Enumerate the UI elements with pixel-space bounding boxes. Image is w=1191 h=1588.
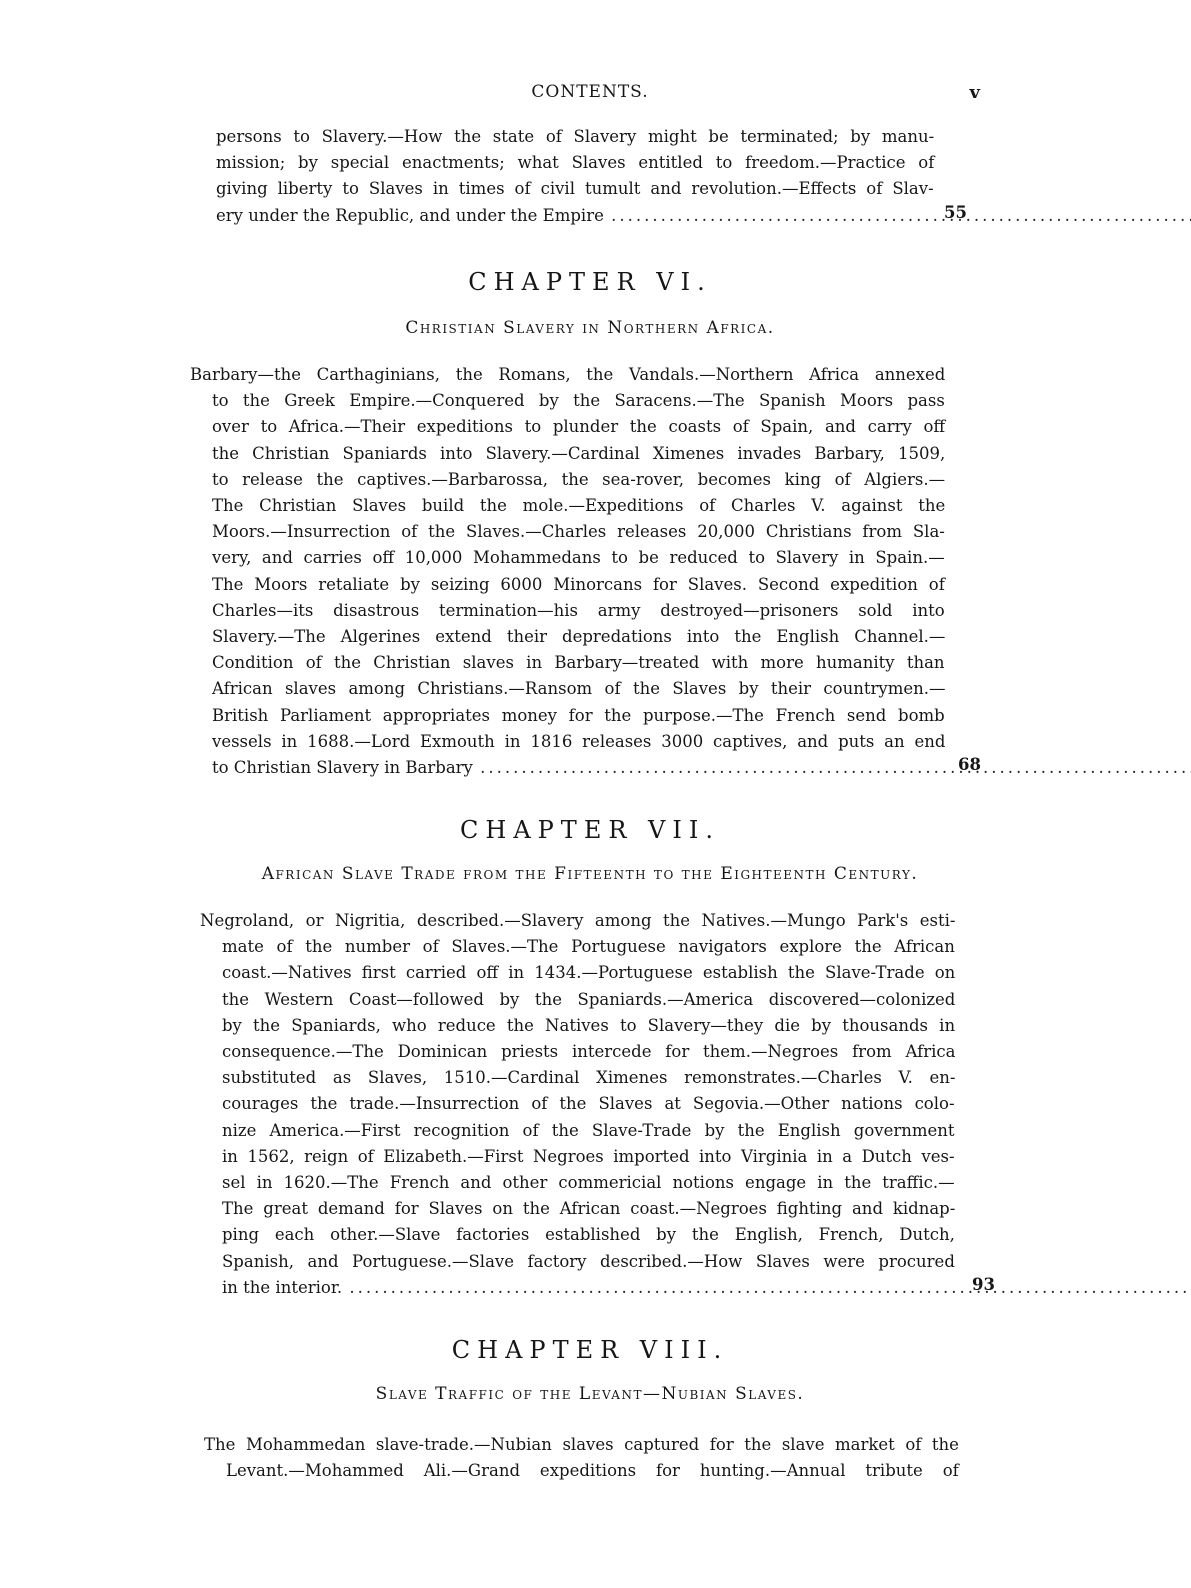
text-line: sel in 1620.—The French and other commericial notions engage in the traffic.— [222, 1173, 955, 1193]
text-line: ping each other.—Slave factories established by the English, French, Dutch, [222, 1225, 955, 1245]
chapter-summary [190, 362, 945, 781]
text-line: very, and carries off 10,000 Mohammedans to be reduced to Slavery in Spain.— [212, 548, 945, 568]
text-line: in 1562, reign of Elizabeth.—First Negroes imported into Virginia in a Dutch ves- [222, 1146, 955, 1166]
text-line: Spanish, and Portuguese.—Slave factory described.—How Slaves were procured [222, 1251, 955, 1271]
text-line: the Western Coast—followed by the Spaniards.—America discovered—colonized [222, 989, 956, 1009]
text-line: nize America.—First recognition of the Slave-Trade by the English government [222, 1120, 955, 1140]
toc-entry-last-line [216, 203, 934, 229]
text-line: The Moors retaliate by seizing 6000 Minorcans for Slaves. Second expedition of [212, 574, 945, 594]
toc-entry-last-line [190, 755, 945, 781]
toc-page-number: 93 [972, 1275, 995, 1294]
text-line: African slaves among Christians.—Ransom of the Slaves by their countrymen.— [212, 679, 946, 699]
text-line: mission; by special enactments; what Slaves entitled to freedom.—Practice of [216, 153, 935, 173]
page-number: v [969, 82, 980, 103]
dot-leader [611, 206, 1191, 225]
toc-page-number: 55 [944, 203, 967, 222]
text-line: by the Spaniards, who reduce the Natives to Slavery—they die by thousands in [222, 1015, 956, 1035]
text-line: courages the trade.—Insurrection of the Slaves at Segovia.—Other nations colo- [222, 1094, 955, 1114]
text-line: coast.—Natives first carried off in 1434.—Portuguese establish the Slave-Trade on [222, 963, 956, 983]
chapter-heading: CHAPTER VI. [468, 268, 712, 296]
text-line: British Parliament appropriates money for the purpose.—The French send bomb [212, 705, 945, 725]
chapter-heading: CHAPTER VII. [460, 816, 720, 844]
text-line: vessels in 1688.—Lord Exmouth in 1816 releases 3000 captives, and puts an end [212, 731, 946, 751]
text-line: the Christian Spaniards into Slavery.—Cardinal Ximenes invades Barbary, 1509, [212, 443, 946, 463]
text-line: Moors.—Insurrection of the Slaves.—Charles releases 20,000 Christians from Sla- [212, 522, 945, 542]
text-line: consequence.—The Dominican priests intercede for them.—Negroes from Africa [222, 1042, 956, 1062]
toc-entry-last-line [200, 1275, 955, 1301]
chapter-subtitle: Slave Traffic of the Levant—Nubian Slaves. [375, 1384, 805, 1404]
text-line: Slavery.—The Algerines extend their depredations into the English Channel.— [212, 627, 946, 647]
chapter-summary [200, 908, 955, 1301]
text-line: over to Africa.—Their expeditions to plunder the coasts of Spain, and carry off [212, 417, 946, 437]
text-line: mate of the number of Slaves.—The Portuguese navigators explore the African [222, 937, 955, 957]
chapter-summary [204, 1432, 959, 1484]
dot-leader [349, 1278, 1191, 1297]
text-line: to release the captives.—Barbarossa, the sea-rover, becomes king of Algiers.— [212, 469, 946, 489]
chapter-subtitle: Christian Slavery in Northern Africa. [405, 318, 775, 338]
text-line: substituted as Slaves, 1510.—Cardinal Ximenes remonstrates.—Charles V. en- [222, 1068, 956, 1088]
text-line: ery under the Republic, and under the Empire [216, 205, 604, 225]
text-line: in the interior. [222, 1277, 343, 1297]
dot-leader [480, 758, 1191, 777]
text-line: to the Greek Empire.—Conquered by the Saracens.—The Spanish Moors pass [212, 391, 945, 411]
toc-page-number: 68 [958, 755, 981, 774]
text-line: Negroland, or Nigritia, described.—Slavery among the Natives.—Mungo Park's esti- [200, 911, 956, 930]
text-line: Condition of the Christian slaves in Barbary—treated with more humanity than [212, 653, 945, 673]
text-line: The great demand for Slaves on the African coast.—Negroes fighting and kidnap- [222, 1199, 956, 1219]
text-line: persons to Slavery.—How the state of Slavery might be terminated; by manu- [216, 127, 935, 146]
chapter-heading: CHAPTER VIII. [451, 1336, 729, 1364]
text-line: The Christian Slaves build the mole.—Expeditions of Charles V. against the [212, 496, 946, 516]
text-line: Levant.—Mohammed Ali.—Grand expeditions for hunting.—Annual tribute of [226, 1461, 959, 1481]
text-line: giving liberty to Slaves in times of civil tumult and revolution.—Effects of Slav- [216, 179, 934, 199]
intro-paragraph [216, 124, 934, 229]
text-line: Charles—its disastrous termination—his army destroyed—prisoners sold into [212, 600, 945, 620]
text-line: Barbary—the Carthaginians, the Romans, the Vandals.—Northern Africa annexed [190, 365, 946, 384]
chapter-subtitle: African Slave Trade from the Fifteenth to the Eighteenth Century. [261, 864, 919, 884]
running-head [200, 80, 980, 110]
running-title: CONTENTS. [531, 82, 649, 102]
text-line: The Mohammedan slave-trade.—Nubian slaves captured for the slave market of the [204, 1435, 959, 1454]
text-line: to Christian Slavery in Barbary [212, 758, 473, 778]
